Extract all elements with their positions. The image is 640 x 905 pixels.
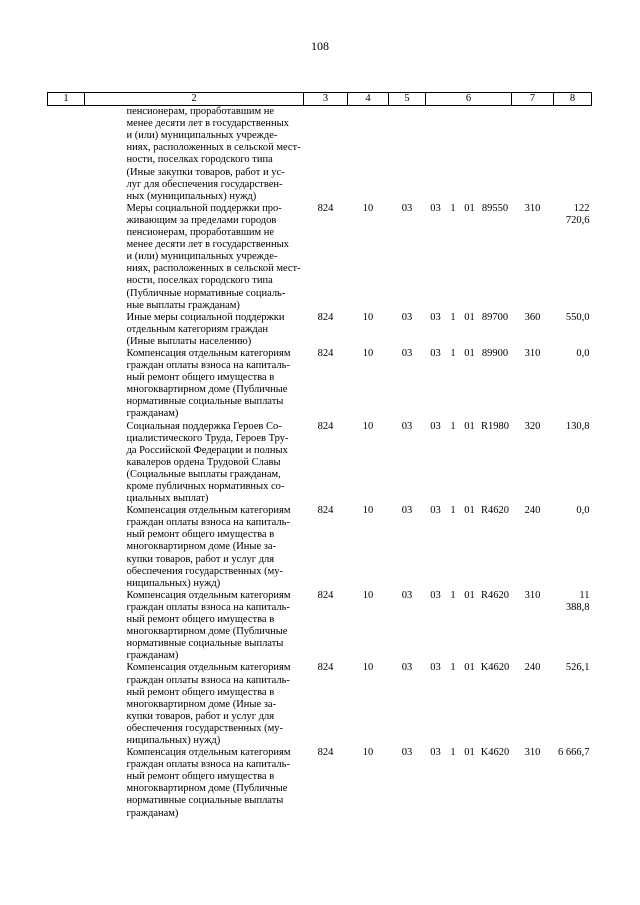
cell-vr: 360	[524, 311, 541, 323]
cell-cs2: 1	[450, 662, 456, 674]
cell-rz: 10	[362, 311, 374, 323]
cell-sum: 122 720,6	[565, 202, 590, 226]
column-header-7: 7	[512, 93, 554, 106]
cell-rz: 10	[362, 347, 374, 359]
cell-ved: 824	[317, 202, 334, 214]
column-header-5: 5	[389, 93, 426, 106]
cell-vr: 310	[524, 347, 541, 359]
cell-name: Иные меры социальной поддержки отдельным категориям граждан (Иные выплаты населению)	[126, 311, 285, 347]
cell-cs2	[446, 106, 461, 203]
column-header-2: 2	[85, 93, 304, 106]
cell-rz: 10	[362, 662, 374, 674]
cell-vr	[512, 106, 554, 203]
cell-cs1: 03	[430, 347, 441, 359]
cell-cs3: 01	[464, 420, 475, 432]
row-number-cell	[48, 203, 85, 312]
cell-cs3: 01	[464, 662, 475, 674]
cell-name: Социальная поддержка Героев Со- циалистического Труда, Героев Тру- да Российской Федерации и полных кавалеров ордена Трудовой Славы (Социальные выплаты гражданам, кроме публичных нормативных со- циальных выплат)	[126, 420, 289, 505]
cell-cs2: 1	[450, 347, 456, 359]
cell-cs4: 89550	[481, 202, 509, 214]
cell-cs3: 01	[464, 589, 475, 601]
column-header-8: 8	[554, 93, 592, 106]
column-header-3: 3	[304, 93, 348, 106]
column-header-1: 1	[48, 93, 85, 106]
table-body	[48, 106, 592, 820]
header-row	[48, 93, 592, 106]
cell-rz: 10	[362, 420, 374, 432]
cell-sum	[554, 106, 592, 203]
column-header-6: 6	[426, 93, 512, 106]
cell-name: пенсионерам, проработавшим не менее десяти лет в государственных и (или) муниципальных учрежде- ниях, расположенных в сельской мест- ности, поселках городского типа (Иные закупки товаров, работ и ус- луг для обеспечения государствен- ных (муниципальных) нужд)	[126, 106, 301, 202]
cell-rz	[348, 106, 389, 203]
row-number-cell	[48, 505, 85, 590]
cell-cs1: 03	[430, 589, 441, 601]
table-row	[48, 203, 592, 312]
cell-cs4: R1980	[480, 420, 509, 432]
cell-ved: 824	[317, 420, 334, 432]
row-number-cell	[48, 106, 85, 203]
cell-cs1: 03	[430, 505, 441, 517]
row-number-cell	[48, 662, 85, 747]
row-number-cell	[48, 312, 85, 348]
cell-ved: 824	[317, 747, 334, 759]
cell-name: Компенсация отдельным категориям граждан оплаты взноса на капиталь- ный ремонт общего имущества в многоквартирном доме (Публичные нормативные социальные выплаты гражданам)	[126, 747, 291, 819]
cell-pr: 03	[401, 505, 413, 517]
page-number: 108	[311, 39, 329, 53]
cell-cs2: 1	[450, 311, 456, 323]
cell-cs1: 03	[430, 202, 441, 214]
cell-rz: 10	[362, 505, 374, 517]
cell-sum: 130,8	[565, 420, 590, 432]
cell-name: Компенсация отдельным категориям граждан оплаты взноса на капиталь- ный ремонт общего имущества в многоквартирном доме (Публичные нормативные социальные выплаты гражданам)	[126, 589, 291, 662]
cell-cs1: 03	[430, 662, 441, 674]
cell-ved: 824	[317, 347, 334, 359]
cell-pr: 03	[401, 589, 413, 601]
table-row	[48, 662, 592, 747]
row-number-cell	[48, 590, 85, 663]
cell-rz: 10	[362, 202, 374, 214]
cell-sum: 0,0	[576, 347, 590, 359]
cell-pr: 03	[401, 747, 413, 759]
table-row	[48, 106, 592, 203]
cell-cs4: R4620	[480, 505, 509, 517]
cell-cs3	[461, 106, 479, 203]
cell-cs4: 89700	[481, 311, 509, 323]
cell-cs4	[479, 106, 512, 203]
table-row	[48, 421, 592, 506]
cell-cs1: 03	[430, 747, 441, 759]
cell-cs4: K4620	[480, 662, 510, 674]
cell-cs4: 89900	[481, 347, 509, 359]
cell-pr: 03	[401, 420, 413, 432]
cell-cs1	[426, 106, 446, 203]
cell-vr: 320	[524, 420, 541, 432]
cell-cs2: 1	[450, 420, 456, 432]
cell-cs2: 1	[450, 202, 456, 214]
cell-ved: 824	[317, 311, 334, 323]
cell-sum: 11 388,8	[565, 589, 590, 613]
cell-ved: 824	[317, 589, 334, 601]
cell-rz: 10	[362, 589, 374, 601]
cell-pr: 03	[401, 311, 413, 323]
cell-pr: 03	[401, 662, 413, 674]
cell-name: Компенсация отдельным категориям граждан оплаты взноса на капиталь- ный ремонт общего имущества в многоквартирном доме (Публичные нормативные социальные выплаты гражданам)	[126, 347, 291, 420]
cell-cs3: 01	[464, 202, 475, 214]
cell-cs1: 03	[430, 420, 441, 432]
table-row	[48, 747, 592, 820]
cell-pr: 03	[401, 347, 413, 359]
cell-ved: 824	[317, 505, 334, 517]
cell-sum: 0,0	[576, 505, 590, 517]
table-header	[48, 93, 592, 106]
table-row	[48, 505, 592, 590]
cell-cs2: 1	[450, 589, 456, 601]
table-row	[48, 590, 592, 663]
row-number-cell	[48, 747, 85, 820]
row-number-cell	[48, 348, 85, 421]
budget-table	[47, 92, 592, 820]
cell-cs2: 1	[450, 747, 456, 759]
cell-vr: 310	[524, 747, 541, 759]
row-number-cell	[48, 421, 85, 506]
cell-sum: 6 666,7	[558, 747, 590, 759]
cell-pr: 03	[401, 202, 413, 214]
cell-vr: 240	[524, 662, 541, 674]
cell-cs3: 01	[464, 747, 475, 759]
table-row	[48, 348, 592, 421]
cell-cs3: 01	[464, 505, 475, 517]
cell-cs2: 1	[450, 505, 456, 517]
cell-sum: 550,0	[565, 311, 590, 323]
cell-name: Меры социальной поддержки про- живающим за пределами городов пенсионерам, проработавшим не менее десяти лет в государственных и (или) муниципальных учрежде- ниях, расположенных в сельской мест- ности, поселках городского типа (Публичные нормативные социаль- ные выплаты гражданам)	[126, 202, 301, 311]
cell-cs4: R4620	[480, 589, 509, 601]
cell-cs3: 01	[464, 347, 475, 359]
cell-cs4: K4620	[480, 747, 510, 759]
table-row	[48, 312, 592, 348]
cell-pr	[389, 106, 426, 203]
cell-vr: 310	[524, 202, 541, 214]
cell-ved: 824	[317, 662, 334, 674]
cell-name: Компенсация отдельным категориям граждан оплаты взноса на капиталь- ный ремонт общего имущества в многоквартирном доме (Иные за- купки товаров, работ и услуг для обеспечения государственных (му- ниципальных) нужд)	[126, 662, 291, 746]
cell-cs1: 03	[430, 311, 441, 323]
cell-ved	[304, 106, 348, 203]
column-header-4: 4	[348, 93, 389, 106]
cell-rz: 10	[362, 747, 374, 759]
cell-cs3: 01	[464, 311, 475, 323]
cell-sum: 526,1	[565, 662, 590, 674]
cell-vr: 310	[524, 589, 541, 601]
cell-name: Компенсация отдельным категориям граждан оплаты взноса на капиталь- ный ремонт общего имущества в многоквартирном доме (Иные за- купки товаров, работ и услуг для обеспечения государственных (му- ниципальных) нужд)	[126, 505, 291, 589]
cell-vr: 240	[524, 505, 541, 517]
